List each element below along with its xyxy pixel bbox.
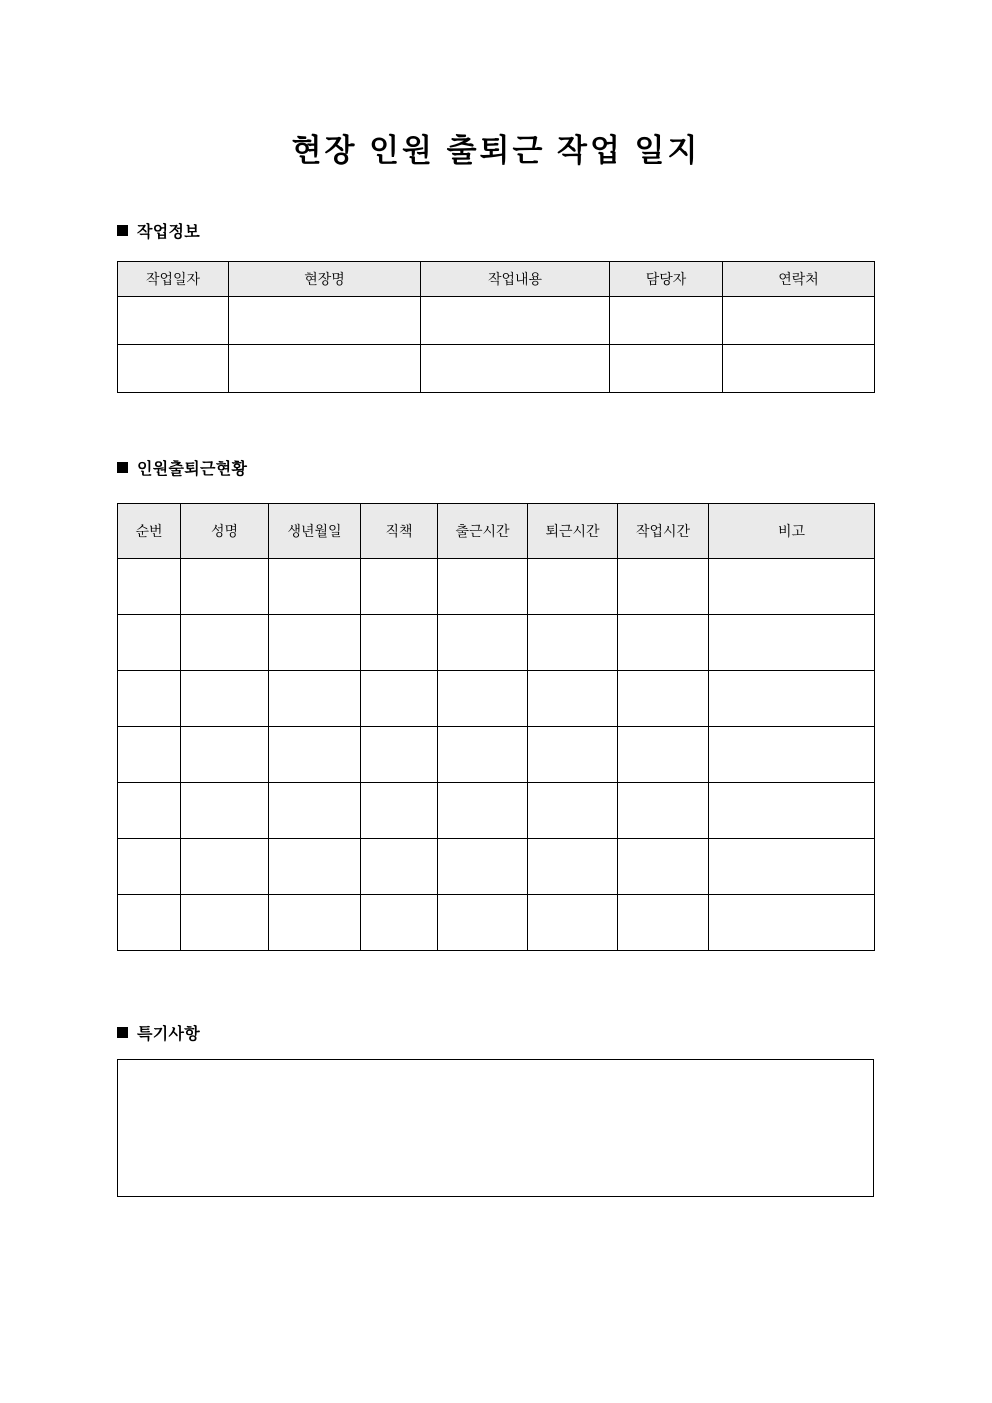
work-info-column-header: 담당자 — [610, 262, 723, 297]
table-row — [118, 727, 875, 783]
attendance-table-body — [118, 559, 875, 951]
section-heading-attendance — [117, 456, 247, 479]
attendance-cell[interactable] — [438, 615, 528, 671]
attendance-cell[interactable] — [361, 783, 438, 839]
attendance-cell[interactable] — [438, 671, 528, 727]
attendance-cell[interactable] — [181, 839, 269, 895]
attendance-cell[interactable] — [269, 671, 361, 727]
attendance-cell[interactable] — [438, 559, 528, 615]
attendance-cell[interactable] — [618, 671, 709, 727]
section-heading-notes-label: 특기사항 — [137, 1026, 201, 1043]
attendance-column-header: 직책 — [361, 504, 438, 559]
attendance-cell[interactable] — [361, 615, 438, 671]
attendance-column-header: 순번 — [118, 504, 181, 559]
attendance-cell[interactable] — [528, 727, 618, 783]
work-info-column-header: 작업일자 — [118, 262, 229, 297]
attendance-cell[interactable] — [618, 615, 709, 671]
table-row — [118, 895, 875, 951]
work-info-cell[interactable] — [723, 345, 875, 393]
page-title: 현장 인원 출퇴근 작업 일지 — [291, 133, 701, 168]
attendance-cell[interactable] — [709, 839, 875, 895]
attendance-cell[interactable] — [709, 559, 875, 615]
table-row — [118, 559, 875, 615]
attendance-cell[interactable] — [118, 783, 181, 839]
attendance-cell[interactable] — [528, 895, 618, 951]
work-info-table-head — [118, 262, 875, 297]
attendance-cell[interactable] — [269, 783, 361, 839]
section-heading-work-info-label: 작업정보 — [137, 224, 201, 241]
attendance-cell[interactable] — [269, 559, 361, 615]
work-info-column-header: 현장명 — [229, 262, 421, 297]
work-info-cell[interactable] — [610, 345, 723, 393]
attendance-cell[interactable] — [618, 783, 709, 839]
attendance-cell[interactable] — [709, 783, 875, 839]
table-header-row — [118, 504, 875, 559]
attendance-column-header: 생년월일 — [269, 504, 361, 559]
work-info-cell[interactable] — [723, 297, 875, 345]
attendance-cell[interactable] — [118, 671, 181, 727]
attendance-cell[interactable] — [181, 615, 269, 671]
attendance-cell[interactable] — [528, 783, 618, 839]
attendance-cell[interactable] — [528, 839, 618, 895]
attendance-cell[interactable] — [618, 559, 709, 615]
attendance-column-header: 성명 — [181, 504, 269, 559]
attendance-cell[interactable] — [528, 615, 618, 671]
attendance-cell[interactable] — [118, 839, 181, 895]
square-bullet-icon — [117, 225, 128, 236]
attendance-cell[interactable] — [118, 727, 181, 783]
work-info-table-body — [118, 297, 875, 393]
special-notes-box[interactable] — [117, 1059, 874, 1197]
attendance-cell[interactable] — [269, 727, 361, 783]
attendance-cell[interactable] — [618, 839, 709, 895]
attendance-cell[interactable] — [361, 895, 438, 951]
attendance-cell[interactable] — [118, 895, 181, 951]
attendance-cell[interactable] — [709, 895, 875, 951]
attendance-cell[interactable] — [528, 559, 618, 615]
attendance-cell[interactable] — [528, 671, 618, 727]
attendance-cell[interactable] — [181, 895, 269, 951]
square-bullet-icon — [117, 1027, 128, 1038]
attendance-cell[interactable] — [361, 559, 438, 615]
attendance-table — [117, 503, 875, 951]
table-row — [118, 615, 875, 671]
work-info-cell[interactable] — [118, 297, 229, 345]
attendance-column-header: 작업시간 — [618, 504, 709, 559]
work-info-cell[interactable] — [118, 345, 229, 393]
attendance-cell[interactable] — [181, 727, 269, 783]
attendance-cell[interactable] — [438, 839, 528, 895]
work-info-cell[interactable] — [229, 345, 421, 393]
attendance-cell[interactable] — [618, 727, 709, 783]
section-heading-notes — [117, 1021, 200, 1044]
work-info-cell[interactable] — [610, 297, 723, 345]
table-row — [118, 671, 875, 727]
attendance-cell[interactable] — [361, 671, 438, 727]
attendance-cell[interactable] — [181, 559, 269, 615]
attendance-cell[interactable] — [269, 839, 361, 895]
section-heading-attendance-label: 인원출퇴근현황 — [137, 461, 248, 478]
attendance-cell[interactable] — [181, 671, 269, 727]
work-info-table — [117, 261, 875, 393]
work-info-column-header: 작업내용 — [421, 262, 610, 297]
table-header-row — [118, 262, 875, 297]
attendance-cell[interactable] — [361, 727, 438, 783]
attendance-cell[interactable] — [181, 783, 269, 839]
attendance-cell[interactable] — [709, 615, 875, 671]
attendance-cell[interactable] — [709, 727, 875, 783]
attendance-cell[interactable] — [269, 615, 361, 671]
attendance-cell[interactable] — [118, 615, 181, 671]
attendance-cell[interactable] — [709, 671, 875, 727]
table-row — [118, 839, 875, 895]
attendance-column-header: 출근시간 — [438, 504, 528, 559]
attendance-cell[interactable] — [269, 895, 361, 951]
table-row — [118, 297, 875, 345]
attendance-cell[interactable] — [118, 559, 181, 615]
square-bullet-icon — [117, 462, 128, 473]
attendance-cell[interactable] — [438, 783, 528, 839]
attendance-column-header: 비고 — [709, 504, 875, 559]
table-row — [118, 783, 875, 839]
attendance-cell[interactable] — [438, 895, 528, 951]
work-info-cell[interactable] — [421, 345, 610, 393]
work-info-column-header: 연락처 — [723, 262, 875, 297]
work-info-cell[interactable] — [421, 297, 610, 345]
section-heading-work-info — [117, 219, 200, 242]
work-info-cell[interactable] — [229, 297, 421, 345]
attendance-column-header: 퇴근시간 — [528, 504, 618, 559]
attendance-cell[interactable] — [618, 895, 709, 951]
table-row — [118, 345, 875, 393]
attendance-cell[interactable] — [438, 727, 528, 783]
attendance-cell[interactable] — [361, 839, 438, 895]
attendance-table-head — [118, 504, 875, 559]
